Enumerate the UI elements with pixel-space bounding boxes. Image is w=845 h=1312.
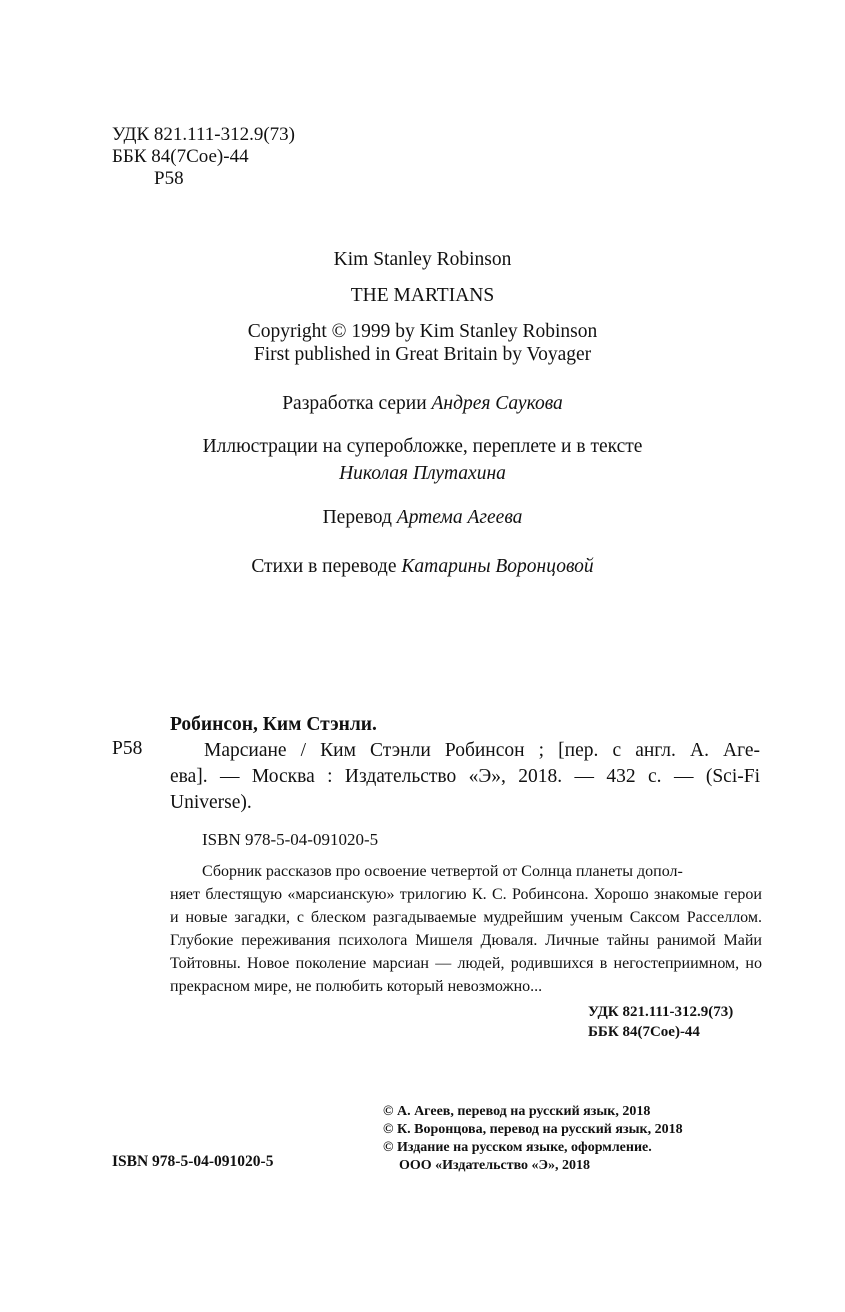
translation-name: Артема Агеева [396, 507, 523, 528]
original-title: THE MARTIANS [350, 285, 495, 306]
copyright-block [383, 1103, 683, 1175]
first-published: First published in Great Britain by Voyager [253, 344, 592, 365]
bbk-code: ББК 84(7Сое)-44 [112, 146, 249, 167]
series-name: Андрея Саукова [431, 393, 563, 414]
copyright-line: ООО «Издательство «Э», 2018 [399, 1158, 591, 1173]
illustrations-label: Иллюстрации на суперобложке, переплете и в тексте [202, 436, 643, 457]
poems-label: Стихи в переводе [251, 556, 397, 577]
catalog-isbn: ISBN 978-5-04-091020-5 [202, 830, 379, 849]
translation-label: Перевод [322, 507, 392, 528]
catalog-udk: УДК 821.111-312.9(73) [588, 1004, 734, 1020]
catalog-author-heading: Робинсон, Ким Стэнли. [170, 714, 377, 735]
isbn-bottom: ISBN 978-5-04-091020-5 [112, 1153, 274, 1170]
copyright-line: © К. Воронцова, перевод на русский язык, 2018 [383, 1122, 683, 1137]
udk-code: УДК 821.111-312.9(73) [112, 124, 295, 145]
catalog-codes [588, 1002, 733, 1042]
annotation-rest: няет блестящую «марсианскую» трилогию К. С. Робинсона. Хорошо знакомые герои и новые загадки, с блеском разгадываемые мудрейшим ученым Саксом Расселлом. Глубокие переживания психолога Мишеля Дюваля. Личные тайны ранимой Майи Тойтовны. Новое поколение марсиан — людей, родившихся в негостеприимном, но прекрасном мире, не полюбить который невозможно... [170, 886, 762, 995]
poems-name: Катарины Воронцовой [401, 556, 594, 577]
catalog-title-rest: ева]. — Москва : Издательство «Э», 2018. — 432 с. — (Sci-Fi Universe). [170, 766, 760, 813]
translation-credit [0, 506, 845, 530]
series-label: Разработка серии [282, 393, 427, 414]
classification-block [112, 124, 295, 190]
original-author: Kim Stanley Robinson [333, 249, 512, 270]
copyright-line: © Издание на русском языке, оформление. [383, 1140, 652, 1155]
catalog-title-line1: Марсиане / Ким Стэнли Робинсон ; [пер. с англ. А. Аге- [204, 740, 760, 761]
catalog-bbk: ББК 84(7Сое)-44 [588, 1024, 700, 1040]
poems-credit [0, 555, 845, 579]
series-credit [0, 392, 845, 416]
catalog-title-block [170, 738, 760, 816]
original-copyright: Copyright © 1999 by Kim Stanley Robinson [247, 321, 598, 342]
copyright-line: © А. Агеев, перевод на русский язык, 2018 [383, 1104, 651, 1119]
author-mark: Р58 [154, 168, 184, 189]
catalog-code: Р58 [112, 738, 143, 759]
annotation [170, 860, 762, 998]
illustrations-name: Николая Плутахина [339, 463, 506, 484]
annotation-line1: Сборник рассказов про освоение четвертой от Солнца планеты допол- [202, 863, 683, 880]
